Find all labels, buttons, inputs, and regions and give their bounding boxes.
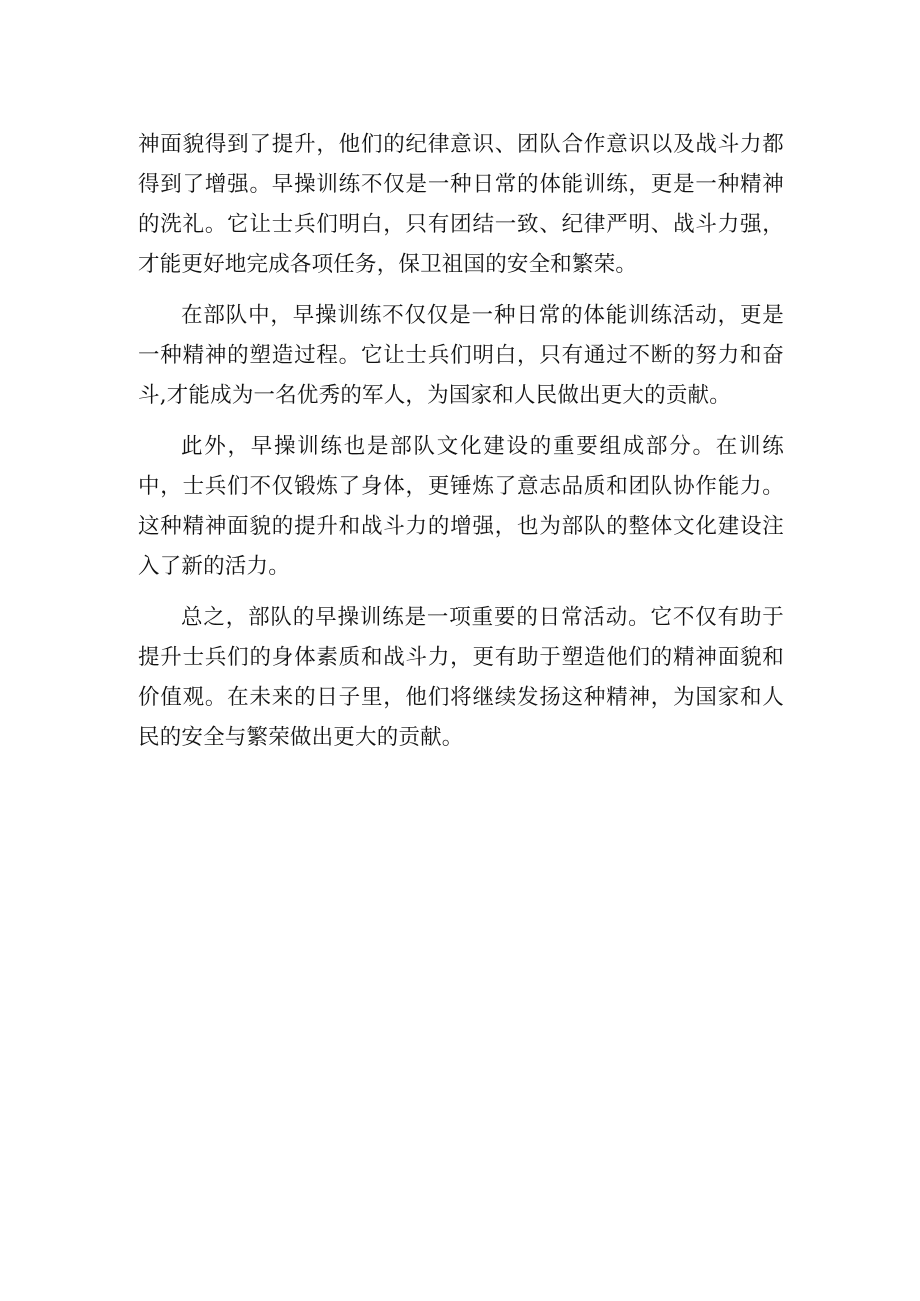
paragraph-continued: 神面貌得到了提升，他们的纪律意识、团队合作意识以及战斗力都得到了增强。早操训练不仅是一种日常的体能训练，更是一种精神的洗礼。它让士兵们明白，只有团结一致、纪律严明、战斗力强，才能更好地完成各项任务，保卫祖国的安全和繁荣。 <box>138 132 784 277</box>
document-body <box>138 125 784 758</box>
paragraph-conclusion: 总之，部队的早操训练是一项重要的日常活动。它不仅有助于提升士兵们的身体素质和战斗力，更有助于塑造他们的精神面貌和价值观。在未来的日子里，他们将继续发扬这种精神，为国家和人民的安全与繁荣做出更大的贡献。 <box>138 605 784 750</box>
paragraph-culture-building: 此外，早操训练也是部队文化建设的重要组成部分。在训练中，士兵们不仅锻炼了身体，更锤炼了意志品质和团队协作能力。这种精神面貌的提升和战斗力的增强，也为部队的整体文化建设注入了新的活力。 <box>138 434 784 579</box>
paragraph-military-training: 在部队中，早操训练不仅仅是一种日常的体能训练活动，更是一种精神的塑造过程。它让士兵们明白，只有通过不断的努力和奋斗,才能成为一名优秀的军人，为国家和人民做出更大的贡献。 <box>138 303 784 408</box>
